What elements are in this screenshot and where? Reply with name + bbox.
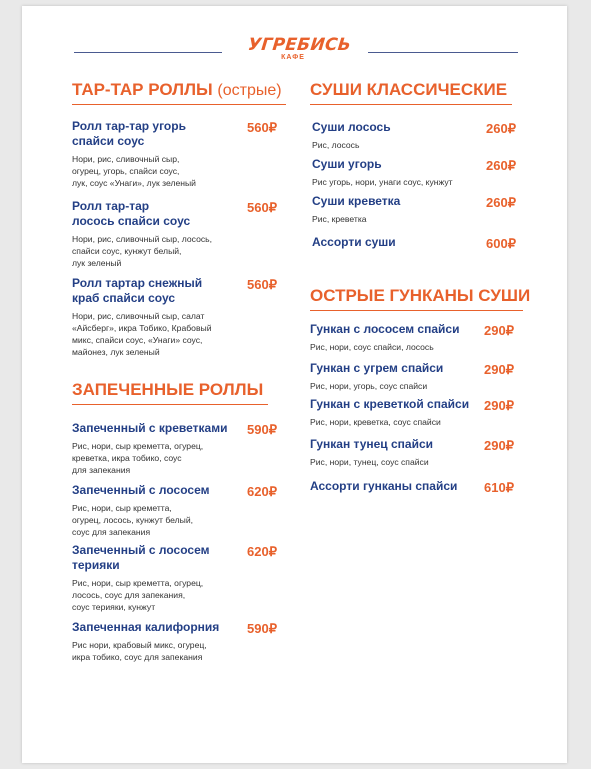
menu-item — [310, 479, 457, 494]
menu-item-description — [310, 341, 459, 353]
brand-logo — [246, 35, 353, 61]
menu-item-description-line: Рис угорь, нори, унаги соус, кунжут — [312, 177, 453, 187]
menu-item-price: 590₽ — [247, 422, 277, 437]
menu-item-price: 610₽ — [484, 480, 514, 495]
menu-item-description-line: Рис, нори, сыр креметта, огурец, — [72, 578, 204, 588]
menu-item-name-line: Гункан с лососем спайси — [310, 322, 460, 336]
menu-item-description-line: Рис, нори, сыр креметта, — [72, 503, 172, 513]
menu-item — [72, 483, 209, 538]
menu-item-description — [312, 213, 400, 225]
menu-item-price: 560₽ — [247, 277, 277, 292]
menu-item-name — [312, 194, 400, 209]
menu-item-description-line: «Айсберг», икра Тобико, Крабовый — [72, 323, 212, 333]
menu-item-name — [72, 199, 212, 229]
section-title-classic — [310, 80, 507, 100]
menu-item-description — [312, 176, 453, 188]
menu-item-price: 260₽ — [486, 158, 516, 173]
menu-item-name-line: Запеченный с креветками — [72, 421, 228, 435]
menu-item-name — [72, 421, 227, 436]
header-divider-left — [74, 52, 222, 53]
menu-item-description-line: спайси соус, кунжут белый, — [72, 246, 182, 256]
menu-item-description — [310, 456, 433, 468]
menu-item-name-line: Ассорти суши — [312, 235, 396, 249]
menu-item-description-line: майонез, лук зеленый — [72, 347, 160, 357]
menu-item — [312, 194, 400, 225]
menu-item-name — [310, 479, 457, 494]
menu-item-name-line: Гункан с угрем спайси — [310, 361, 444, 375]
menu-item-description-line: Нори, рис, сливочный сыр, лосось, — [72, 234, 213, 244]
menu-item-name — [310, 437, 433, 452]
menu-item-name-line: спайси соус — [72, 134, 145, 148]
menu-item-description-line: лук, соус «Унаги», лук зеленый — [72, 178, 196, 188]
menu-item-name — [72, 483, 209, 498]
menu-item-price: 260₽ — [486, 195, 516, 210]
menu-item-price: 290₽ — [484, 398, 514, 413]
menu-item — [312, 120, 391, 151]
menu-item-name-line: лосось спайси соус — [72, 214, 191, 228]
menu-item-price: 620₽ — [247, 544, 277, 559]
section-underline-tartar — [72, 104, 286, 105]
menu-item-description-line: Рис, лосось — [312, 140, 360, 150]
menu-item-name-line: терияки — [72, 558, 120, 572]
header-divider-right — [368, 52, 518, 53]
brand-subtitle: КАФЕ — [281, 54, 305, 61]
menu-item-price: 560₽ — [247, 200, 277, 215]
menu-item-name-line: Суши лосось — [312, 120, 391, 134]
menu-item-name-line: Ролл тар-тар — [72, 199, 150, 213]
menu-item-name-line: Гункан с креветкой спайси — [310, 397, 470, 411]
menu-item-price: 560₽ — [247, 120, 277, 135]
menu-item-name — [72, 620, 219, 635]
menu-item — [72, 199, 212, 269]
menu-item-description — [72, 440, 227, 476]
menu-item-name-line: Ассорти гунканы спайси — [310, 479, 458, 493]
menu-item-description-line: икра тобико, соус для запекания — [72, 652, 203, 662]
menu-item — [72, 119, 196, 189]
menu-item-description — [72, 639, 219, 663]
section-title-text: ТАР-ТАР РОЛЛЫ — [72, 80, 213, 99]
menu-item — [72, 543, 209, 613]
section-underline-classic — [310, 104, 512, 105]
menu-item-description-line: Рис, нори, креветка, соус спайси — [310, 417, 441, 427]
menu-item-name-line: Запеченный с лососем — [72, 543, 210, 557]
menu-item-description-line: креветка, икра тобико, соус — [72, 453, 182, 463]
menu-item-description-line: Рис, нори, угорь, соус спайси — [310, 381, 428, 391]
section-title-text: ОСТРЫЕ ГУНКАНЫ СУШИ — [310, 286, 531, 305]
menu-item-name — [312, 157, 453, 172]
menu-item-description-line: соус терияки, кунжут — [72, 602, 156, 612]
menu-item-description — [72, 153, 196, 189]
menu-item-description — [72, 502, 209, 538]
menu-item — [312, 157, 453, 188]
menu-item — [310, 437, 433, 468]
menu-item-name — [72, 543, 209, 573]
menu-item-description-line: Рис, нори, сыр креметта, огурец, — [72, 441, 204, 451]
menu-item — [312, 235, 396, 250]
menu-item-name — [310, 397, 469, 412]
menu-item-name — [72, 119, 196, 149]
menu-item-description — [312, 139, 391, 151]
section-title-tartar — [72, 80, 282, 101]
menu-item-name-line: Ролл тар-тар угорь — [72, 119, 186, 133]
menu-item — [310, 322, 459, 353]
menu-item-description-line: Рис, нори, тунец, соус спайси — [310, 457, 429, 467]
menu-item-name-line: Суши креветка — [312, 194, 401, 208]
menu-item-price: 620₽ — [247, 484, 277, 499]
section-title-text: СУШИ КЛАССИЧЕСКИЕ — [310, 80, 508, 99]
menu-item-name-line: Запеченный с лососем — [72, 483, 210, 497]
menu-item-name — [72, 276, 212, 306]
menu-item-description — [72, 310, 212, 358]
menu-item-name-line: краб спайси соус — [72, 291, 176, 305]
menu-item-description-line: соус для запекания — [72, 527, 151, 537]
menu-item-description — [72, 233, 212, 269]
menu-item-price: 600₽ — [486, 236, 516, 251]
section-title-note: (острые) — [217, 82, 282, 99]
menu-item-name — [312, 120, 391, 135]
menu-item — [72, 276, 212, 358]
menu-item — [310, 361, 443, 392]
section-underline-baked — [72, 404, 268, 405]
menu-item-price: 290₽ — [484, 438, 514, 453]
menu-item-description-line: микс, спайси соус, «Унаги» соус, — [72, 335, 203, 345]
menu-item-description-line: Рис, нори, соус спайси, лосось — [310, 342, 434, 352]
section-title-gunkan — [310, 286, 530, 306]
menu-item-description-line: Нори, рис, сливочный сыр, салат — [72, 311, 205, 321]
menu-item-description-line: лук зеленый — [72, 258, 122, 268]
menu-item-name-line: Запеченная калифорния — [72, 620, 220, 634]
menu-item-description — [72, 577, 209, 613]
menu-item-name-line: Гункан тунец спайси — [310, 437, 434, 451]
menu-item-name — [310, 361, 443, 376]
menu-item-description — [310, 380, 443, 392]
menu-item — [72, 620, 219, 663]
menu-item-name-line: Ролл тартар снежный — [72, 276, 203, 290]
menu-item-description-line: для запекания — [72, 465, 131, 475]
section-title-baked — [72, 380, 263, 400]
menu-item-description-line: огурец, угорь, спайси соус, — [72, 166, 180, 176]
section-title-text: ЗАПЕЧЕННЫЕ РОЛЛЫ — [72, 380, 264, 399]
menu-item-name — [312, 235, 396, 250]
menu-item-price: 290₽ — [484, 362, 514, 377]
menu-item-description-line: Рис, креветка — [312, 214, 367, 224]
menu-page — [22, 6, 567, 763]
section-underline-gunkan — [310, 310, 523, 311]
menu-item-name — [310, 322, 459, 337]
menu-item-price: 290₽ — [484, 323, 514, 338]
menu-item — [310, 397, 469, 428]
brand-name: УГРЕБИСЬ — [246, 35, 353, 55]
menu-item — [72, 421, 227, 476]
menu-item-description-line: лосось, соус для запекания, — [72, 590, 186, 600]
menu-item-description-line: Нори, рис, сливочный сыр, — [72, 154, 180, 164]
menu-item-price: 260₽ — [486, 121, 516, 136]
menu-item-description-line: огурец, лосось, кунжут белый, — [72, 515, 194, 525]
menu-item-description — [310, 416, 469, 428]
menu-item-price: 590₽ — [247, 621, 277, 636]
menu-item-name-line: Суши угорь — [312, 157, 382, 171]
menu-item-description-line: Рис нори, крабовый микс, огурец, — [72, 640, 207, 650]
